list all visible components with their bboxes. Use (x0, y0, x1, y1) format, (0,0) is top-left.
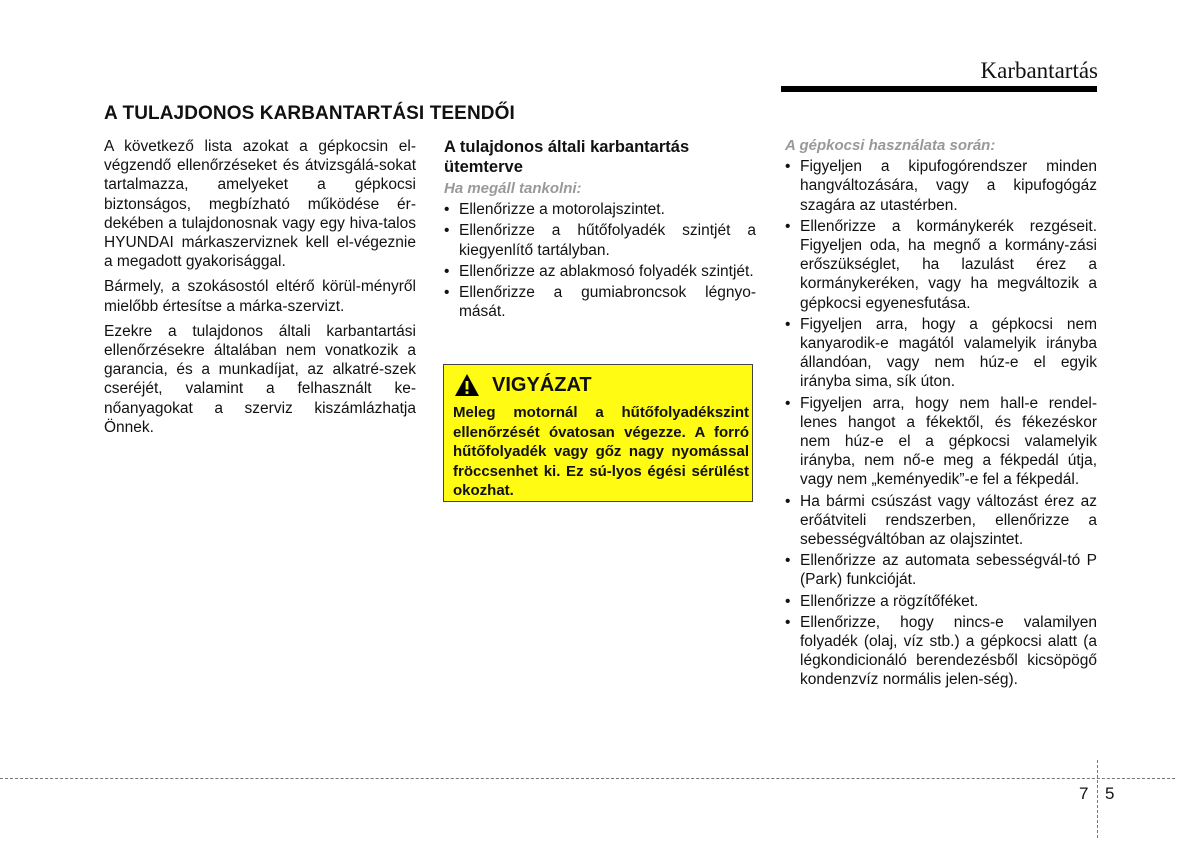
list-item (785, 315, 1097, 392)
bullet: • (785, 315, 791, 333)
page-number: 5 (1105, 784, 1115, 803)
bullet: • (785, 492, 791, 510)
intro-paragraph: Bármely, a szokásostól eltérő körül-ményről mielőbb értesítse a márka-szervizt. (104, 278, 416, 315)
column-schedule (444, 137, 756, 323)
list-item-text: Figyeljen a kipufogórendszer minden hangváltozására, vagy a kipufogógáz szagára az utastérben. (800, 158, 1097, 214)
warning-triangle-icon (454, 373, 480, 397)
bullet: • (444, 262, 450, 280)
list-item (444, 262, 756, 281)
bullet: • (785, 158, 791, 176)
refuel-checklist (444, 200, 756, 321)
list-item-text: Ellenőrizze az ablakmosó folyadék szintjét. (459, 262, 754, 280)
bullet: • (444, 284, 450, 302)
list-item-text: Ellenőrizze a rögzítőféket. (800, 592, 979, 610)
list-item (444, 200, 756, 219)
list-item-text: Ellenőrizze, hogy nincs-e valamilyen folyadék (olaj, víz stb.) a gépkocsi alatt (a légkondicionáló berendezésből kicsöpögő kondenzvíz normális jelen-ség). (800, 613, 1097, 689)
bullet: • (444, 201, 450, 219)
list-item (444, 283, 756, 321)
footer-divider (1097, 760, 1098, 838)
header-rule (781, 86, 1097, 92)
bullet: • (785, 394, 791, 412)
bullet: • (785, 217, 791, 235)
list-item-text: Ellenőrizze a hűtőfolyadék szintjét a kiegyenlítő tartályban. (459, 222, 756, 259)
chapter-number: 7 (1079, 784, 1089, 803)
list-item (785, 592, 1097, 611)
list-item-text: Figyeljen arra, hogy a gépkocsi nem kanyarodik-e magától valamelyik irányba állandóan, vagy nem húz-e el egyik irányba sima, sík úton. (800, 315, 1097, 391)
warning-text: Meleg motornál a hűtőfolyadékszint ellenőrzését óvatosan végezze. A forró hűtőfolyadék vagy gőz nagy nyomással fröccsenhet ki. Ez sú-lyos égési sérülést okozhat. (453, 404, 749, 499)
list-item (785, 613, 1097, 690)
list-item-text: Ha bármi csúszást vagy változást érez az erőátviteli rendszerben, ellenőrizze a sebességváltóban az olajszintet. (800, 492, 1097, 549)
list-item-text: Ellenőrizze a motorolajszintet. (459, 201, 665, 219)
list-item (785, 551, 1097, 589)
list-item-text: Ellenőrizze a kormánykerék rezgéseit. Figyeljen oda, ha megnő a kormány-zási erőszükséglet, ha lazulást érez a kormánykeréken, vagy ha megváltozik a gépkocsi egyenesfutása. (800, 217, 1097, 312)
column-intro (104, 137, 416, 443)
list-item (785, 217, 1097, 313)
list-item (444, 221, 756, 259)
schedule-title: A tulajdonos általi karbantartás ütemterve (444, 138, 690, 176)
column-driving (785, 136, 1097, 692)
list-item-text: Figyeljen arra, hogy nem hall-e rendel-lenes hangot a fékektől, és fékezéskor nem húz-e el a gépkocsi valamelyik irányba, nem nő-e meg a fékpedál útja, vagy nem „keményedik”-e fel a fékpedál. (800, 394, 1097, 489)
list-item (785, 394, 1097, 490)
list-item-text: Ellenőrizze az automata sebességvál-tó P (Park) funkcióját. (800, 552, 1097, 589)
list-item-text: Ellenőrizze a gumiabroncsok légnyo-mását. (459, 284, 756, 321)
bullet: • (785, 592, 791, 610)
refuel-label: Ha megáll tankolni: (444, 180, 582, 197)
chapter-title: Karbantartás (980, 58, 1098, 83)
warning-header (454, 373, 592, 397)
driving-label: A gépkocsi használata során: (785, 137, 996, 154)
section-heading: A TULAJDONOS KARBANTARTÁSI TEENDŐI (104, 103, 515, 124)
warning-box (443, 364, 753, 502)
intro-paragraph: Ezekre a tulajdonos általi karbantartási ellenőrzésekre általában nem vonatkozik a garancia, és a munkadíjat, az alkatré-szek cseréjét, valamint a felhasznált ke-nőanyagokat a szerviz kiszámlázhatja Önnek. (104, 322, 416, 436)
driving-checklist (785, 157, 1097, 689)
bullet: • (444, 222, 450, 240)
warning-title: VIGYÁZAT (492, 373, 592, 396)
intro-paragraph: A következő lista azokat a gépkocsin el-végzendő ellenőrzéseket és átvizsgálá-sokat tartalmazza, amelyeket a gépkocsi biztonságos, megbízható működése ér-dekében a tulajdonosnak vagy egy hiva-talos HYUNDAI márkaszerviznek kell el-végeznie a megadott gyakorisággal. (104, 138, 416, 271)
list-item (785, 157, 1097, 215)
bullet: • (785, 552, 791, 570)
footer-rule (0, 778, 1175, 779)
bullet: • (785, 613, 791, 631)
list-item (785, 492, 1097, 550)
